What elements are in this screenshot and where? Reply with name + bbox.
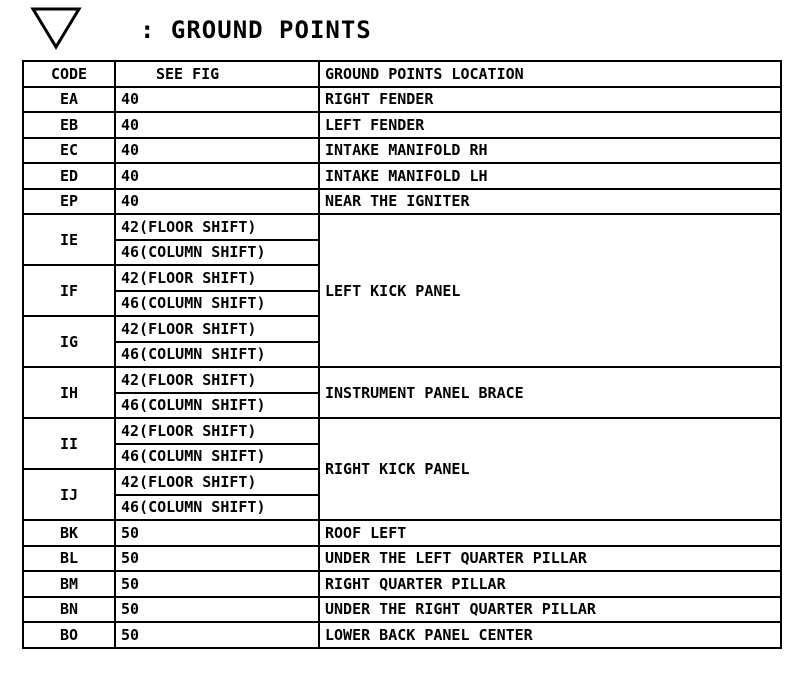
- fig-cell: 50: [115, 571, 319, 597]
- code-cell: BM: [23, 571, 115, 597]
- column-header-code: CODE: [23, 61, 115, 87]
- page-header: [30, 6, 790, 52]
- location-cell: INTAKE MANIFOLD RH: [319, 138, 781, 164]
- table-row: [23, 520, 781, 546]
- location-cell: RIGHT KICK PANEL: [319, 418, 781, 520]
- fig-cell: 42(FLOOR SHIFT): [115, 367, 319, 393]
- fig-cell: 42(FLOOR SHIFT): [115, 418, 319, 444]
- location-cell: RIGHT FENDER: [319, 87, 781, 113]
- location-cell: UNDER THE RIGHT QUARTER PILLAR: [319, 597, 781, 623]
- table-row: [23, 622, 781, 648]
- page-title: : GROUND POINTS: [140, 16, 372, 44]
- fig-cell: 46(COLUMN SHIFT): [115, 342, 319, 368]
- fig-cell: 40: [115, 112, 319, 138]
- fig-cell: 42(FLOOR SHIFT): [115, 469, 319, 495]
- table-row: [23, 367, 781, 393]
- code-cell: EB: [23, 112, 115, 138]
- table-row: [23, 87, 781, 113]
- table-row: [23, 112, 781, 138]
- ground-points-table: [22, 60, 782, 649]
- table-row: [23, 546, 781, 572]
- fig-cell: 46(COLUMN SHIFT): [115, 495, 319, 521]
- table-row: [23, 571, 781, 597]
- table-row: [23, 597, 781, 623]
- fig-cell: 42(FLOOR SHIFT): [115, 214, 319, 240]
- code-cell: BK: [23, 520, 115, 546]
- ground-triangle-icon: [30, 6, 82, 50]
- fig-cell: 50: [115, 622, 319, 648]
- location-cell: UNDER THE LEFT QUARTER PILLAR: [319, 546, 781, 572]
- column-header-see-fig: SEE FIG: [115, 61, 319, 87]
- code-cell: IH: [23, 367, 115, 418]
- table-row: [23, 214, 781, 240]
- fig-cell: 46(COLUMN SHIFT): [115, 291, 319, 317]
- table-row: [23, 418, 781, 444]
- location-cell: LEFT FENDER: [319, 112, 781, 138]
- fig-cell: 50: [115, 597, 319, 623]
- code-cell: EC: [23, 138, 115, 164]
- location-cell: INSTRUMENT PANEL BRACE: [319, 367, 781, 418]
- fig-cell: 42(FLOOR SHIFT): [115, 316, 319, 342]
- code-cell: IF: [23, 265, 115, 316]
- location-cell: NEAR THE IGNITER: [319, 189, 781, 215]
- table-header-row: [23, 61, 781, 87]
- code-cell: BL: [23, 546, 115, 572]
- code-cell: EP: [23, 189, 115, 215]
- fig-cell: 46(COLUMN SHIFT): [115, 444, 319, 470]
- fig-cell: 40: [115, 138, 319, 164]
- code-cell: EA: [23, 87, 115, 113]
- code-cell: ED: [23, 163, 115, 189]
- fig-cell: 42(FLOOR SHIFT): [115, 265, 319, 291]
- location-cell: INTAKE MANIFOLD LH: [319, 163, 781, 189]
- fig-cell: 50: [115, 520, 319, 546]
- table-row: [23, 138, 781, 164]
- location-cell: LOWER BACK PANEL CENTER: [319, 622, 781, 648]
- location-cell: ROOF LEFT: [319, 520, 781, 546]
- fig-cell: 40: [115, 189, 319, 215]
- fig-cell: 46(COLUMN SHIFT): [115, 393, 319, 419]
- fig-cell: 40: [115, 163, 319, 189]
- location-cell: RIGHT QUARTER PILLAR: [319, 571, 781, 597]
- location-cell: LEFT KICK PANEL: [319, 214, 781, 367]
- fig-cell: 46(COLUMN SHIFT): [115, 240, 319, 266]
- code-cell: IG: [23, 316, 115, 367]
- table-row: [23, 163, 781, 189]
- column-header-location: GROUND POINTS LOCATION: [319, 61, 781, 87]
- table-row: [23, 189, 781, 215]
- fig-cell: 50: [115, 546, 319, 572]
- code-cell: IE: [23, 214, 115, 265]
- fig-cell: 40: [115, 87, 319, 113]
- code-cell: BN: [23, 597, 115, 623]
- code-cell: BO: [23, 622, 115, 648]
- code-cell: II: [23, 418, 115, 469]
- code-cell: IJ: [23, 469, 115, 520]
